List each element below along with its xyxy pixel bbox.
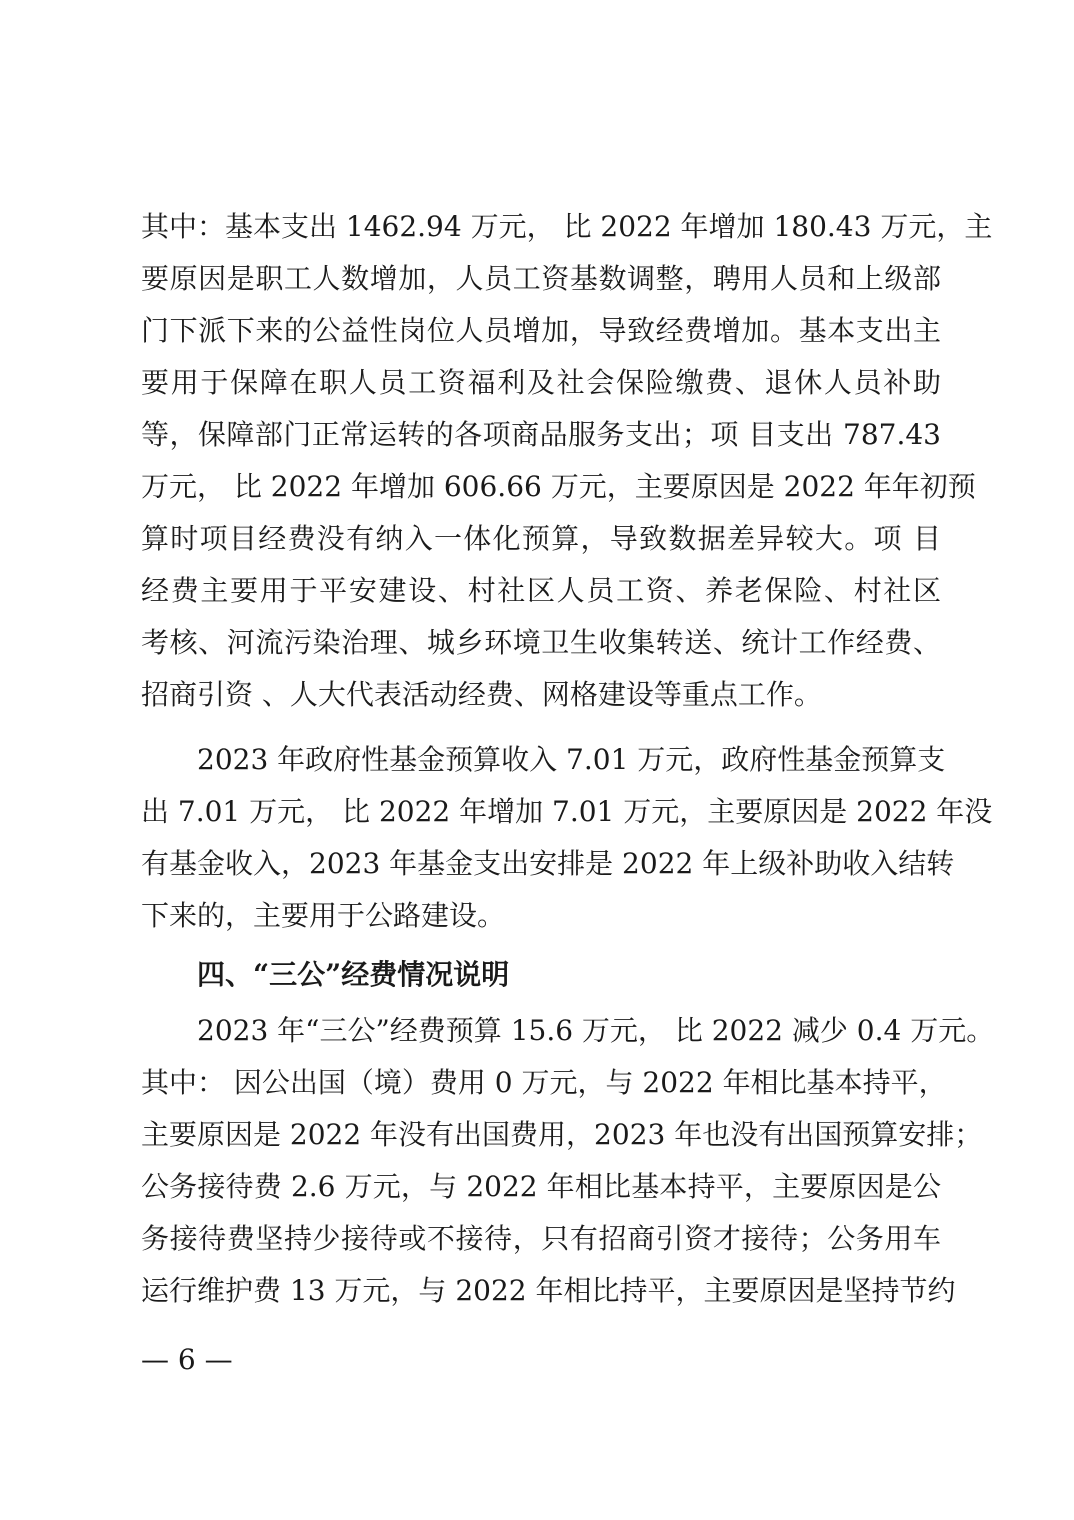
paragraph-line: 要用于保障在职人员工资福利及社会保险缴费、退休人员补助 <box>141 366 941 399</box>
paragraph-line: 务接待费坚持少接待或不接待，只有招商引资才接待；公务用车 <box>141 1222 941 1255</box>
paragraph-line: 其中： 因公出国（境）费用 0 万元，与 2022 年相比基本持平， <box>141 1066 947 1099</box>
paragraph-line: 有基金收入，2023 年基金支出安排是 2022 年上级补助收入结转 <box>141 847 955 880</box>
paragraph-line: 公务接待费 2.6 万元，与 2022 年相比基本持平，主要原因是公 <box>141 1170 941 1203</box>
paragraph-line: 经费主要用于平安建设、村社区人员工资、养老保险、村社区 <box>141 574 941 607</box>
paragraph-line: 算时项目经费没有纳入一体化预算，导致数据差异较大。项 目 <box>141 522 941 555</box>
paragraph-line: 2023 年“三公”经费预算 15.6 万元， 比 2022 减少 0.4 万元。 <box>197 1014 995 1047</box>
paragraph-line: 要原因是职工人数增加，人员工资基数调整，聘用人员和上级部 <box>141 262 941 295</box>
paragraph-line: 等，保障部门正常运转的各项商品服务支出；项 目支出 787.43 <box>141 418 941 451</box>
paragraph-line: 招商引资 、人大代表活动经费、网格建设等重点工作。 <box>141 678 822 711</box>
section-heading: 四、“三公”经费情况说明 <box>197 958 510 991</box>
paragraph-line: 其中：基本支出 1462.94 万元， 比 2022 年增加 180.43 万元，主 <box>141 210 993 243</box>
paragraph-line: 主要原因是 2022 年没有出国费用，2023 年也没有出国预算安排； <box>141 1118 983 1151</box>
paragraph-line: 运行维护费 13 万元，与 2022 年相比持平，主要原因是坚持节约 <box>141 1274 956 1307</box>
paragraph-line: 下来的，主要用于公路建设。 <box>141 899 506 932</box>
paragraph-line: 门下派下来的公益性岗位人员增加，导致经费增加。基本支出主 <box>141 314 941 347</box>
paragraph-line: 万元， 比 2022 年增加 606.66 万元，主要原因是 2022 年年初预 <box>141 470 976 503</box>
paragraph-line: 出 7.01 万元， 比 2022 年增加 7.01 万元，主要原因是 2022 年没 <box>141 795 993 828</box>
paragraph-line: 2023 年政府性基金预算收入 7.01 万元，政府性基金预算支 <box>197 743 946 776</box>
page-number: — 6 — <box>141 1343 233 1376</box>
paragraph-line: 考核、河流污染治理、城乡环境卫生收集转送、统计工作经费、 <box>141 626 941 659</box>
